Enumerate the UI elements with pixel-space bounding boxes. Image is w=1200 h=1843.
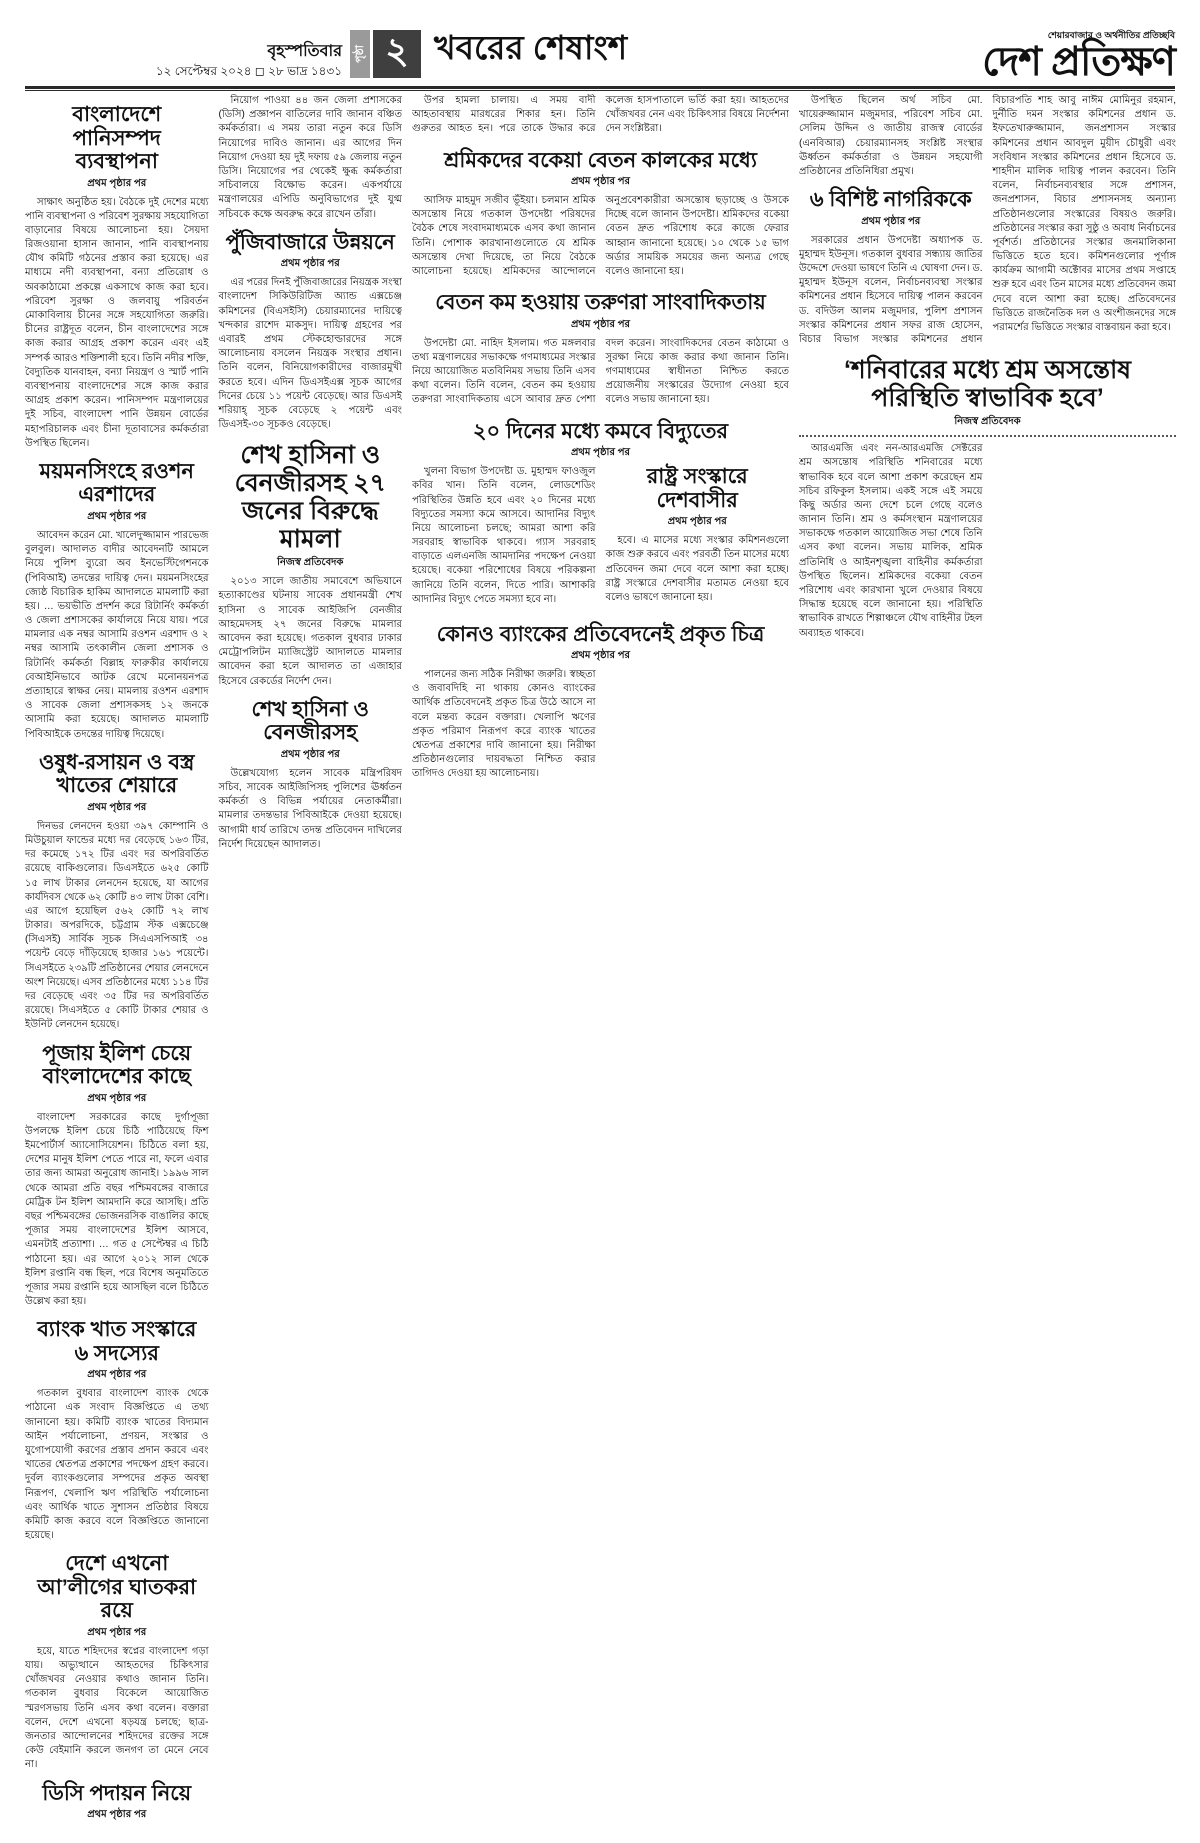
article <box>412 148 789 282</box>
article-kicker: প্রথম পৃষ্ঠার পর <box>87 1369 147 1381</box>
article <box>799 356 1132 641</box>
article-kicker: প্রথম পৃষ্ঠার পর <box>87 510 147 522</box>
logo-title: দেশ প্রতিক্ষণ <box>982 40 1175 84</box>
article-body: উপদেষ্টা মো. নাহিদ ইসলাম। গত মঙ্গলবার তথ্য মন্ত্রণালয়ের সভাকক্ষে গণমাধ্যমের সংস্কার নিয়ে আয়োজিত মতবিনিময় সভায় তিনি এসব কথা বলেন। তিনি বলেন, বেতন কম হওয়ায় তরুণরা সাংবাদিকতায় এসে আবার দ্রুত পেশা বদল করেন। সাংবাদিকদের বেতন কাঠামো ও সুরক্ষা নিয়ে কাজ করার কথা জানান তিনি। গণমাধ্যমের স্বাধীনতা নিশ্চিত করতে প্রয়োজনীয় সংস্কারের উদ্যোগ নেওয়া হবে বলেও সভায় জানানো হয়। <box>412 337 789 406</box>
article-kicker: প্রথম পৃষ্ঠার পর <box>87 1809 147 1821</box>
columns-3-4 <box>412 94 789 1836</box>
article <box>219 698 403 852</box>
article-body: পালনের জন্য সঠিক নিরীক্ষা জরুরি। স্বচ্ছতা ও জবাবদিহি না থাকায় কোনও ব্যাংকের আর্থিক প্রতিবেদনেই প্রকৃত চিত্র উঠে আসে না বলে মন্তব্য করেন বক্তারা। খেলাপি ঋণের প্রকৃত পরিমাণ নিরূপণ করে ব্যাংক খাতের শ্বেতপত্র প্রকাশের দাবি জানানো হয়। নিরীক্ষা প্রতিষ্ঠানগুলোর দায়বদ্ধতা নিশ্চিত করার তাগিদও দেওয়া হয় আলোচনায়। <box>412 669 596 780</box>
article-headline: কোনও ব্যাংকের প্রতিবেদনেই প্রকৃত চিত্র <box>436 622 765 646</box>
article-body: উল্লেখযোগ্য হলেন সাবেক মন্ত্রিপরিষদ সচিব, সাবেক আইজিপিসহ পুলিশের ঊর্ধ্বতন কর্মকর্তা ও বিভিন্ন পর্যায়ের নেতাকর্মীরা। মামলার তদন্তভার পিবিআইকে দেওয়া হয়েছে। আগামী ধার্য তারিখে তদন্ত প্রতিবেদন দাখিলের নির্দেশ দিয়েছেন আদালত। <box>218 767 402 850</box>
article-body: বাংলাদেশ সরকারের কাছে দুর্গাপূজা উপলক্ষে ইলিশ চেয়ে চিঠি পাঠিয়েছে ফিশ ইমপোর্টার্স অ্যাসোসিয়েশন। চিঠিতে বলা হয়, দেশের মানুষ ইলিশ পেতে পারে না, ফলে এবার তার জন্য আমরা অনুরোধ জানাই। ১৯৯৬ সাল থেকে আমরা প্রতি বছর পশ্চিমবঙ্গের বাজারে মেট্রিক টন ইলিশ আমদানি করে আসছি। প্রতি বছর পশ্চিমবঙ্গের ভোজনরসিক বাঙালির কাছে পূজার সময় বাংলাদেশের ইলিশ আসবে, এমনটাই প্রত্যাশা। … গত ৫ সেপ্টেম্বর এ চিঠি পাঠানো হয়। এর আগে ২০১২ সাল থেকে ইলিশ রপ্তানি বন্ধ ছিল, পরে বিশেষ অনুমতিতে পূজার সময় রপ্তানি হয়ে আসছিল বলে চিঠিতে উল্লেখ করা হয়। <box>25 1111 209 1308</box>
article-headline: ব্যাংক খাত সংস্কারে ৬ সদস্যের <box>37 1318 197 1365</box>
article-headline: ৬ বিশিষ্ট নাগরিককে <box>809 188 972 212</box>
article-kicker: প্রথম পৃষ্ঠার পর <box>861 215 921 227</box>
article-headline: বেতন কম হওয়ায় তরুণরা সাংবাদিকতায় <box>435 291 766 315</box>
article-headline: শ্রমিকদের বকেয়া বেতন কালকের মধ্যে <box>444 148 757 172</box>
article-headline: বাংলাদেশে পানিসম্পদ ব্যবস্থাপনা <box>72 103 162 174</box>
logo-tagline: শেয়ারবাজার ও অর্থনীতির প্রতিচ্ছবি <box>1047 30 1175 40</box>
article-body: সরকারের প্রধান উপদেষ্টা অধ্যাপক ড. মুহাম্মদ ইউনূস। গতকাল বুধবার সন্ধ্যায় জাতির উদ্দেশে দেওয়া ভাষণে তিনি এ ঘোষণা দেন। ড. মুহাম্মদ ইউনূস বলেন, নির্বাচনব্যবস্থা সংস্কার কমিশনের প্রধান হিসেবে দায়িত্ব পালন করবেন ড. বদিউল আলম মজুমদার, পুলিশ প্রশাসন সংস্কার কমিশনের প্রধান সফর রাজ হোসেন, বিচার বিভাগ সংস্কার কমিশনের প্রধান বিচারপতি শাহ আবু নাঈম মোমিনুর রহমান, দুর্নীতি দমন সংস্কার কমিশনের প্রধান ড. ইফতেখারুজ্জামান, জনপ্রশাসন সংস্কার কমিশনের প্রধান আবদুল মুয়ীদ চৌধুরী এবং সংবিধান সংস্কার কমিশনের প্রধান হিসেবে ড. শাহদীন মালিক দায়িত্ব পালন করবেন। তিনি বলেন, নির্বাচনব্যবস্থার সঙ্গে প্রশাসন, জনপ্রশাসন, বিচার প্রশাসনসহ অন্যান্য প্রতিষ্ঠানগুলোর সংস্কারের বিষয়ও জরুরি। প্রতিষ্ঠানের সংস্কার করা সুষ্ঠু ও অবাধ নির্বাচনের পূর্বশর্ত। প্রতিষ্ঠানের সংস্কার জনমালিকানা ভিত্তিতে হতে হবে। কমিশনগুলোর পূর্ণাঙ্গ কার্যক্রম আগামী অক্টোবর মাসের প্রথম সপ্তাহে শুরু হবে এবং তিন মাসের মধ্যে প্রতিবেদন জমা দেবে বলে আশা করা হচ্ছে। প্রতিবেদনের ভিত্তিতে রাজনৈতিক দল ও অংশীজনদের সঙ্গে পরামর্শের ভিত্তিতে সংস্কার বাস্তবায়ন করা হবে। <box>799 95 1176 345</box>
article-body: আসিফ মাহমুদ সজীব ভূঁইয়া। চলমান শ্রমিক অসন্তোষ নিয়ে গতকাল উপদেষ্টা পরিষদের বৈঠক শেষে সংবাদমাধ্যমকে এসব কথা জানান তিনি। পোশাক কারখানাগুলোতে যে শ্রমিক অসন্তোষ দেখা দিয়েছে, তা নিয়ে বৈঠকে আলোচনা হয়েছে। শ্রমিকদের আন্দোলনে অনুপ্রবেশকারীরা অসন্তোষ ছড়াচ্ছে ও উসকে দিচ্ছে বলে জানান উপদেষ্টা। শ্রমিকদের বকেয়া বেতন দ্রুত পরিশোধ করে কাজে ফেরার আহ্বান জানানো হয়েছে। ১০ থেকে ১৫ ভাগ অর্ডার সাময়িক সময়ের জন্য অন্যত্র গেছে বলেও জানানো হয়। <box>412 195 789 278</box>
header-rule <box>25 86 1175 91</box>
article <box>412 622 765 782</box>
weekday-label: বৃহস্পতিবার <box>267 43 342 61</box>
article-kicker: প্রথম পৃষ্ঠার পর <box>280 258 340 270</box>
page-header <box>0 0 1200 86</box>
columns-5-6 <box>799 94 1176 1836</box>
article-headline: ডিসি পদায়ন নিয়ে <box>42 1781 192 1805</box>
article-headline: পুঁজিবাজারে উন্নয়নে <box>225 230 395 254</box>
article-body: উপস্থিত ছিলেন অর্থ সচিব মো. খায়েরুজ্জামান মজুমদার, পরিবেশ সচিব মো. সেলিম উদ্দিন ও জাতীয় রাজস্ব বোর্ডের (এনবিআর) চেয়ারম্যানসহ সংশ্লিষ্ট সংস্থার ঊর্ধ্বতন কর্মকর্তারা ও উন্নয়ন সহযোগী প্রতিষ্ঠানের প্রতিনিধিরা প্রমুখ। <box>799 95 983 177</box>
article <box>412 291 789 411</box>
article <box>25 1318 209 1543</box>
article-body: নিয়োগ পাওয়া ৪৪ জন জেলা প্রশাসকের (ডিসি) প্রজ্ঞাপন বাতিলের দাবি জানান বঞ্চিত কর্মকর্তারা। এ সময় তারা নতুন করে ডিসি নিয়োগের দাবিও জানান। এর আগের দিন নিয়োগ দেওয়া হয় দুই দফায় ৫৯ জেলায় নতুন ডিসি। নিয়োগের পর থেকেই ক্ষুব্ধ কর্মকর্তারা সচিবালয়ে বিক্ষোভ করেন। একপর্যায়ে মন্ত্রণালয়ের এপিডি অনুবিভাগের দুই যুগ্ম সচিবকে কক্ষে অবরুদ্ধ করে রাখেন তাঁরা। <box>218 95 402 220</box>
article <box>25 103 209 451</box>
date-block <box>30 42 342 78</box>
article-kicker: প্রথম পৃষ্ঠার পর <box>570 176 631 188</box>
article <box>25 751 209 1033</box>
article-body: হয়ে, যাতে শহিদদের স্বপ্নের বাংলাদেশ গড়া যায়। অভ্যুত্থানে আহতদের চিকিৎসার খোঁজখবর নেওয়ার কথাও জানান তিনি। গতকাল বুধবার বিকেলে আয়োজিত স্মরণসভায় তিনি এসব কথা বলেন। বক্তারা বলেন, দেশে এখনো ষড়যন্ত্র চলছে; ছাত্র-জনতার আন্দোলনের শহিদদের রক্তের সঙ্গে কেউ বেইমানি করলে জনগণ তা মেনে নেবে না। <box>25 1645 209 1771</box>
article-kicker: প্রথম পৃষ্ঠার পর <box>87 1092 147 1104</box>
section-title: খবরের শেষাংশ <box>434 29 628 66</box>
article-kicker: প্রথম পৃষ্ঠার পর <box>87 177 147 189</box>
article <box>219 231 403 433</box>
article-body: হবে। এ মাসের মধ্যে সংস্কার কমিশনগুলো কাজ শুরু করবে এবং পরবর্তী তিন মাসের মধ্যে প্রতিবেদন জমা দেবে বলে আশা করা হচ্ছে। রাষ্ট্র সংস্কারে দেশবাসীর মতামত নেওয়া হবে বলেও ভাষণে জানানো হয়। <box>605 535 789 603</box>
date-line: ১২ সেপ্টেম্বর ২০২৪ ◻ ২৮ ভাদ্র ১৪৩১ <box>155 63 342 78</box>
article-headline: পূজায় ইলিশ চেয়ে বাংলাদেশের কাছে <box>42 1041 192 1089</box>
article-continuation <box>799 94 983 179</box>
article-body: সাক্ষাৎ অনুষ্ঠিত হয়। বৈঠকে দুই দেশের মধ্যে পানি ব্যবস্থাপনা ও পরিবেশ সুরক্ষায় সহযোগিতা বাড়ানোর বিষয়ে আলোচনা হয়। সৈয়দা রিজওয়ানা হাসান জানান, পানি ব্যবস্থাপনায় যৌথ কমিটি গঠনের প্রস্তাব করা হয়েছে। এর মাধ্যমে নদী ব্যবস্থাপনা, বন্যা প্রতিরোধ ও অবকাঠামো প্রকল্পে একসাথে কাজ করা হবে। পরিবেশ সুরক্ষা ও জলবায়ু পরিবর্তন মোকাবিলায় চীনের সঙ্গে সহযোগিতা জরুরি। চীনের রাষ্ট্রদূত বলেন, চীন বাংলাদেশের সঙ্গে কাজ করার আগ্রহ প্রকাশ করেন এবং এই সম্পর্ক আরও শক্তিশালী হবে। তিনি নদীর শক্তি, বৈদ্যুতিক যানবাহন, বন্যা নিয়ন্ত্রণ ও স্মার্ট পানি ব্যবস্থাপনায় বাংলাদেশের সঙ্গে কাজ করার আগ্রহ প্রকাশ করেন। পানিসম্পদ মন্ত্রণালয়ের দুই সচিব, বাংলাদেশ পানি উন্নয়ন বোর্ডের মহাপরিচালক এবং চীনা দূতাবাসের কর্মকর্তারা উপস্থিত ছিলেন। <box>25 196 209 449</box>
columns-1-2 <box>25 94 402 1836</box>
article-continuation <box>412 94 789 140</box>
article-body: এর পরের দিনই পুঁজিবাজারের নিয়ন্ত্রক সংস্থা বাংলাদেশ সিকিউরিটিজ অ্যান্ড এক্সচেঞ্জ কমিশনের (বিএসইসি) চেয়ারম্যানের দায়িত্বে খন্দকার রাশেদ মাকসুদ। দায়িত্ব গ্রহণের পর এবারই প্রথম স্টেকহোল্ডারদের সঙ্গে আলোচনায় বসলেন নিয়ন্ত্রক সংস্থার প্রধান। তিনি বলেন, বিনিয়োগকারীদের বাজারমুখী করতে হবে। এদিন ডিএসইএক্স সূচক আগের দিনের চেয়ে ১১ পয়েন্ট বেড়েছে। আর ডিএসই শরিয়াহ্ সূচক বেড়েছে ২ পয়েন্ট এবং ডিএসই-৩০ সূচকও বেড়েছে। <box>218 277 402 431</box>
article <box>25 1552 209 1772</box>
article-headline: রাষ্ট্র সংস্কারে দেশবাসীর <box>646 465 748 512</box>
article-kicker: প্রথম পৃষ্ঠার পর <box>87 801 147 813</box>
article-body: উপর হামলা চালায়। এ সময় বাদী আহতাবস্থায় মারধরের শিকার হন। তিনি গুরুতর আহত হন। পরে তাকে উদ্ধার করে কলেজ হাসপাতালে ভর্তি করা হয়। আহতদের খোঁজখবর নেন এবং চিকিৎসার বিষয়ে নির্দেশনা দেন সংশ্লিষ্টরা। <box>412 95 789 135</box>
article-kicker: প্রথম পৃষ্ঠার পর <box>280 748 340 760</box>
article-body: দিনভর লেনদেন হওয়া ৩৯৭ কোম্পানি ও মিউচুয়াল ফান্ডের মধ্যে দর বেড়েছে ১৬৩ টির, দর কমেছে ১৭২ টির এবং দর অপরিবর্তিত রয়েছে বাকিগুলোর। ডিএসইতে ৬২৫ কোটি ১৫ লাখ টাকার লেনদেন হয়েছে, যা আগের কার্যদিবস থেকে ৬২ কোটি ৪৩ লাখ টাকা বেশি। এর আগে হয়েছিল ৫৬২ কোটি ৭২ লাখ টাকার। অপরদিকে, চট্টগ্রাম স্টক এক্সচেঞ্জে (সিএসই) সার্বিক সূচক সিএএসপিআই ৩৪ পয়েন্ট বেড়ে দাঁড়িয়েছে হাজার ১৬১ পয়েন্টে। সিএসইতে ২৩৯টি প্রতিষ্ঠানের শেয়ার লেনদেনে অংশ নিয়েছে। এসব প্রতিষ্ঠানের মধ্যে ১১৪ টির দর বেড়েছে এবং ৩৫ টির দর অপরিবর্তিত রয়েছে। সিএসইতে ৫ কোটি টাকার শেয়ার ও ইউনিট লেনদেন হয়েছে। <box>25 820 209 1031</box>
article-headline: ‘শনিবারের মধ্যে শ্রম অসন্তোষ পরিস্থিতি স্বাভাবিক হবে’ <box>843 356 1132 413</box>
page-number-badge: ২ <box>373 30 421 78</box>
article-kicker: প্রথম পৃষ্ঠার পর <box>570 447 631 459</box>
article-headline: শেখ হাসিনা ও বেনজীরসহ ২৭ জনের বিরুদ্ধে মামলা <box>234 441 386 554</box>
article-kicker: প্রথম পৃষ্ঠার পর <box>570 650 631 662</box>
article-headline: ময়মনসিংহে রওশন এরশাদের <box>39 459 194 507</box>
article-body: ২০১৩ সালে জাতীয় সমাবেশে অভিযানে হত্যাকাণ্ডের ঘটনায় সাবেক প্রধানমন্ত্রী শেখ হাসিনা ও সাবেক আইজিপি বেনজীর আহমেদসহ ২৭ জনের বিরুদ্ধে মামলার আবেদন করা হয়েছে। গতকাল বুধবার ঢাকার মেট্রোপলিটন ম্যাজিস্ট্রেট আদালতে মামলার আবেদন করা হলে আদালত তা এজাহার হিসেবে রেকর্ডের নির্দেশ দেন। <box>218 576 402 687</box>
page-word-badge <box>350 30 370 78</box>
page-word-label: পৃষ্ঠা <box>353 45 366 63</box>
article <box>606 465 790 605</box>
article-kicker: নিজস্ব প্রতিবেদক <box>277 557 344 569</box>
article-headline: ২০ দিনের মধ্যে কমবে বিদ্যুতের <box>472 419 729 443</box>
article-kicker: প্রথম পৃষ্ঠার পর <box>87 1626 147 1638</box>
newspaper-logo <box>982 31 1175 82</box>
article <box>25 1042 209 1310</box>
article <box>25 460 209 742</box>
article-body: গতকাল বুধবার বাংলাদেশ ব্যাংক থেকে পাঠানো এক সংবাদ বিজ্ঞপ্তিতে এ তথ্য জানানো হয়। কমিটি ব্যাংক খাতের বিদ্যমান আইন পর্যালোচনা, প্রণয়ন, সংস্কার ও যুগোপযোগী করণের প্রস্তাব প্রদান করবে এবং খাতের শ্বেতপত্র প্রকাশের পদক্ষেপ গ্রহণ করবে। দুর্বল ব্যাংকগুলোর সম্পদের প্রকৃত অবস্থা নিরূপণ, খেলাপি ঋণ পরিস্থিতি পর্যালোচনা এবং আর্থিক খাতে সুশাসন প্রতিষ্ঠার বিষয়ে কমিটি কাজ করবে বলে বিজ্ঞপ্তিতে জানানো হয়েছে। <box>25 1388 209 1542</box>
article-kicker: প্রথম পৃষ্ঠার পর <box>667 516 727 528</box>
dotted-rule <box>799 435 1176 437</box>
article-headline: দেশে এখনো আ’লীগের ঘাতকরা রয়ে <box>37 1552 197 1623</box>
article-kicker: প্রথম পৃষ্ঠার পর <box>570 318 631 330</box>
article-headline: ওষুধ-রসায়ন ও বস্ত্র খাতের শেয়ারে <box>39 750 195 798</box>
article-body: খুলনা বিভাগ উপদেষ্টা ড. মুহাম্মদ ফাওজুল কবির খান। তিনি বলেন, লোডশেডিং পরিস্থিতির উন্নতি হবে এবং ২০ দিনের মধ্যে বিদ্যুতের সমস্যা কমে আসবে। আদানির বিদ্যুৎ নিয়ে আলোচনা চলছে; আমরা আশা করি সরবরাহ স্বাভাবিক থাকবে। গ্যাস সরবরাহ বাড়াতে এলএনজি আমদানির পদক্ষেপ নেওয়া হয়েছে। বকেয়া পরিশোধের বিষয়ে পরিকল্পনা জানিয়ে তিনি বলেন, দিতে পারি। আশাকরি আদানির বিদ্যুৎ পেতে সমস্যা হবে না। <box>412 466 596 605</box>
article-body: আবেদন করেন মো. খালেদুজ্জামান পারভেজ বুলবুল। আদালত বাদীর আবেদনটি আমলে নিয়ে পুলিশ ব্যুরো অব ইনভেস্টিগেশনকে (পিবিআই) তদন্তের দায়িত্ব দেন। ময়মনসিংহের জ্যেষ্ঠ বিচারিক হাকিম আদালতে মামলাটি করা হয়। … ভয়ভীতি প্রদর্শন করে রিটার্নিং কর্মকর্তা ও জেলা প্রশাসকের কার্যালয়ে নিয়ে যায়। পরে মামলার এক নম্বর আসামি রওশন এরশাদ ও ২ নম্বর আসামি তৎকালীন জেলা প্রশাসক ও রিটার্নিং কর্মকর্তা বিল্লাহ ফারুকীর কার্যালয়ে বেআইনিভাবে আটক রেখে মনোনয়নপত্র প্রত্যাহারে স্বাক্ষর নেয়। মামলায় রওশন এরশাদ ও সাবেক জেলা প্রশাসকসহ ১২ জনকে আসামি করা হয়েছে। আদালত মামলাটি পিবিআইকে তদন্তের দায়িত্ব দিয়েছে। <box>25 529 209 740</box>
article-headline: শেখ হাসিনা ও বেনজীরসহ <box>251 697 369 745</box>
article-kicker: নিজস্ব প্রতিবেদক <box>954 416 1021 428</box>
article-body: আরএমজি এবং নন-আরএমজি সেক্টরের শ্রম অসন্তোষ পরিস্থিতি শনিবারের মধ্যে স্বাভাবিক হবে বলে আশা প্রকাশ করেছেন শ্রম সচিব রফিকুল ইসলাম। একই সঙ্গে এই সময়ে কিছু অর্ডার অন্য দেশে চলে গেছে বলেও জানান তিনি। শ্রম ও কর্মসংস্থান মন্ত্রণালয়ের সভাকক্ষে গতকাল আয়োজিত সভা শেষে তিনি এসব কথা বলেন। সভায় মালিক, শ্রমিক প্রতিনিধি ও আইনশৃঙ্খলা বাহিনীর কর্মকর্তারা উপস্থিত ছিলেন। শ্রমিকদের বকেয়া বেতন পরিশোধ এবং কারখানা খুলে দেওয়ার বিষয়ে সিদ্ধান্ত হয়েছে বলে জানানো হয়। পরিস্থিতি স্বাভাবিক রাখতে শিল্পাঞ্চলে যৌথ বাহিনীর টহল অব্যাহত থাকবে। <box>799 443 983 639</box>
article <box>219 441 403 689</box>
